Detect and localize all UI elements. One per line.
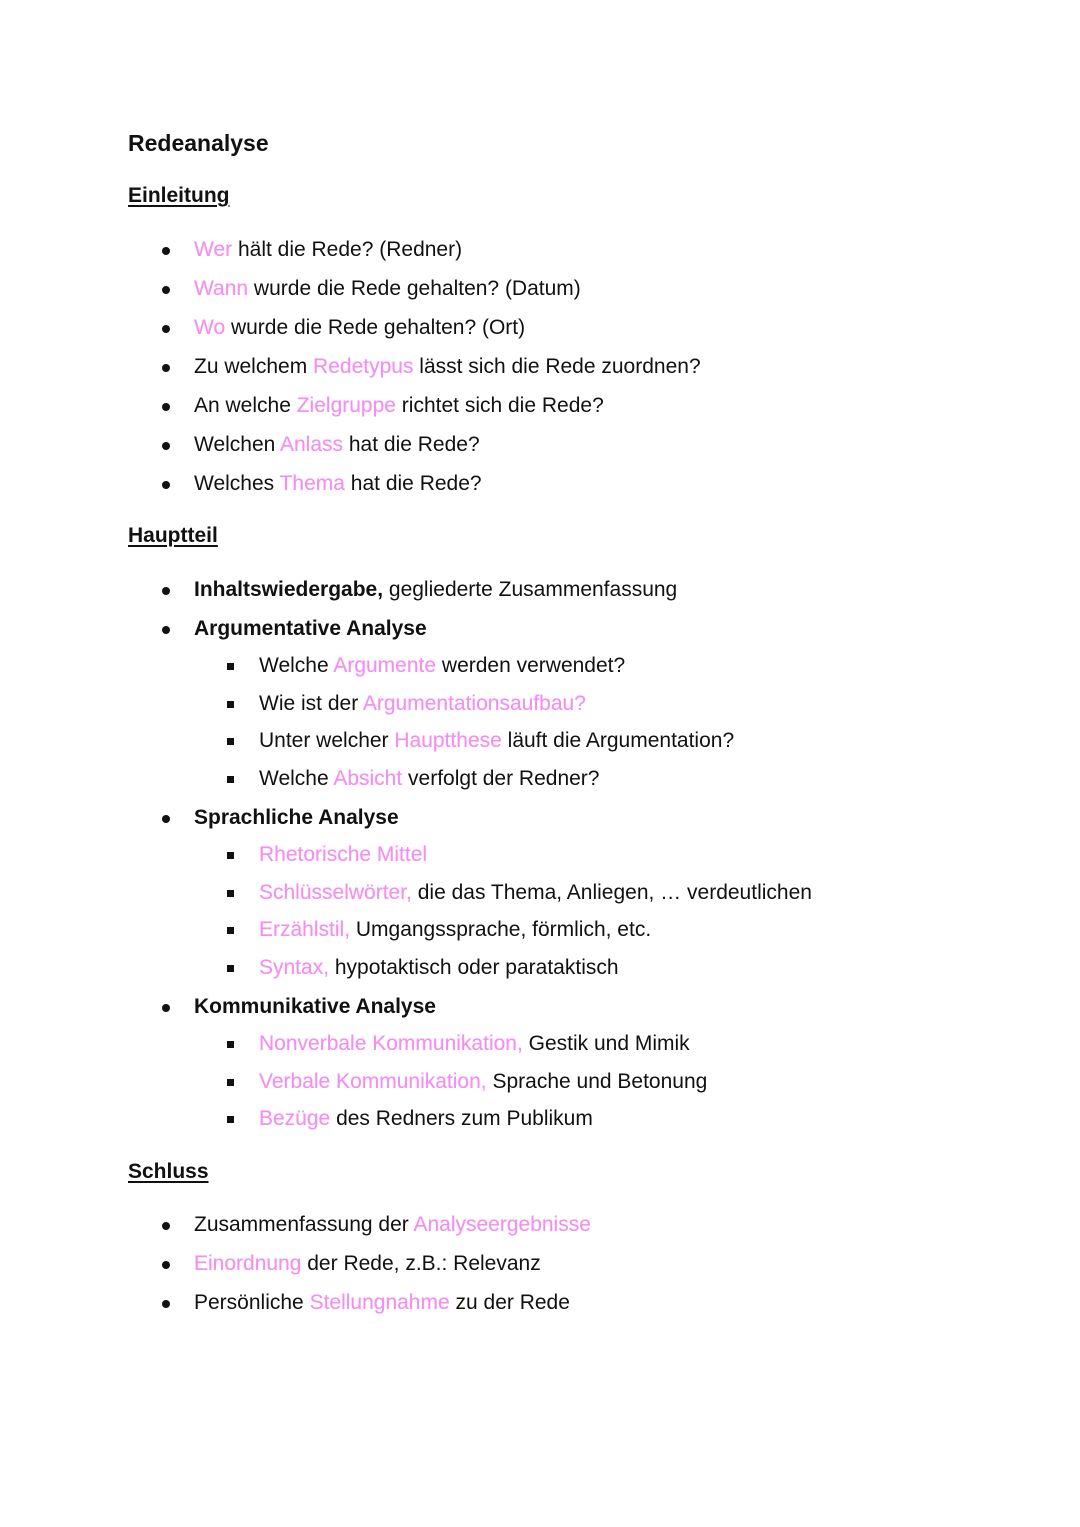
kommunikativ-item-1: Nonverbale Kommunikation, Gestik und Mimik [259, 1032, 690, 1055]
argumentativ-item-1: Welche Argumente werden verwendet? [259, 654, 626, 677]
bullet-icon [162, 1222, 170, 1230]
schluss-item-1: Zusammenfassung der Analyseergebnisse [194, 1213, 591, 1236]
square-bullet-icon [227, 701, 234, 708]
einleitung-item-7: Welches Thema hat die Rede? [194, 472, 482, 495]
bullet-icon [162, 247, 170, 255]
bullet-icon [162, 442, 170, 450]
einleitung-item-3: Wo wurde die Rede gehalten? (Ort) [194, 316, 526, 339]
hauptteil-inhaltswiedergabe: Inhaltswiedergabe, gegliederte Zusammenfassung [194, 578, 678, 601]
bullet-icon [162, 286, 170, 294]
square-bullet-icon [227, 776, 234, 783]
argumentativ-item-2: Wie ist der Argumentationsaufbau? [259, 692, 586, 715]
einleitung-item-1: Wer hält die Rede? (Redner) [194, 238, 463, 261]
square-bullet-icon [227, 1116, 234, 1123]
bullet-icon [162, 1300, 170, 1308]
bullet-icon [162, 1261, 170, 1269]
argumentativ-item-4: Welche Absicht verfolgt der Redner? [259, 767, 600, 790]
bullet-icon [162, 815, 170, 823]
square-bullet-icon [227, 663, 234, 670]
sprachlich-item-4: Syntax, hypotaktisch oder parataktisch [259, 956, 619, 979]
square-bullet-icon [227, 852, 234, 859]
document-title: Redeanalyse [128, 130, 269, 156]
sprachlich-item-2: Schlüsselwörter, die das Thema, Anliegen, … verdeutlichen [259, 881, 812, 904]
sprachliche-analyse-label: Sprachliche Analyse [194, 806, 399, 829]
sprachlich-item-3: Erzählstil, Umgangssprache, förmlich, etc. [259, 918, 652, 941]
argumentativ-item-3: Unter welcher Hauptthese läuft die Argumentation? [259, 729, 735, 752]
einleitung-item-5: An welche Zielgruppe richtet sich die Rede? [194, 394, 604, 417]
einleitung-item-6: Welchen Anlass hat die Rede? [194, 433, 480, 456]
kommunikativ-item-3: Bezüge des Redners zum Publikum [259, 1107, 593, 1130]
einleitung-item-4: Zu welchem Redetypus lässt sich die Rede zuordnen? [194, 355, 701, 378]
bullet-icon [162, 1004, 170, 1012]
bullet-icon [162, 364, 170, 372]
section-heading-einleitung: Einleitung [128, 184, 230, 207]
square-bullet-icon [227, 890, 234, 897]
einleitung-item-2: Wann wurde die Rede gehalten? (Datum) [194, 277, 581, 300]
bullet-icon [162, 626, 170, 634]
kommunikative-analyse-label: Kommunikative Analyse [194, 995, 436, 1018]
section-heading-schluss: Schluss [128, 1160, 209, 1183]
square-bullet-icon [227, 965, 234, 972]
square-bullet-icon [227, 1079, 234, 1086]
square-bullet-icon [227, 738, 234, 745]
schluss-item-2: Einordnung der Rede, z.B.: Relevanz [194, 1252, 541, 1275]
square-bullet-icon [227, 927, 234, 934]
bullet-icon [162, 587, 170, 595]
bullet-icon [162, 481, 170, 489]
sprachlich-item-1: Rhetorische Mittel [259, 843, 428, 866]
section-heading-hauptteil: Hauptteil [128, 524, 218, 547]
square-bullet-icon [227, 1041, 234, 1048]
argumentative-analyse-label: Argumentative Analyse [194, 617, 427, 640]
bullet-icon [162, 325, 170, 333]
kommunikativ-item-2: Verbale Kommunikation, Sprache und Betonung [259, 1070, 708, 1093]
schluss-item-3: Persönliche Stellungnahme zu der Rede [194, 1291, 570, 1314]
bullet-icon [162, 403, 170, 411]
